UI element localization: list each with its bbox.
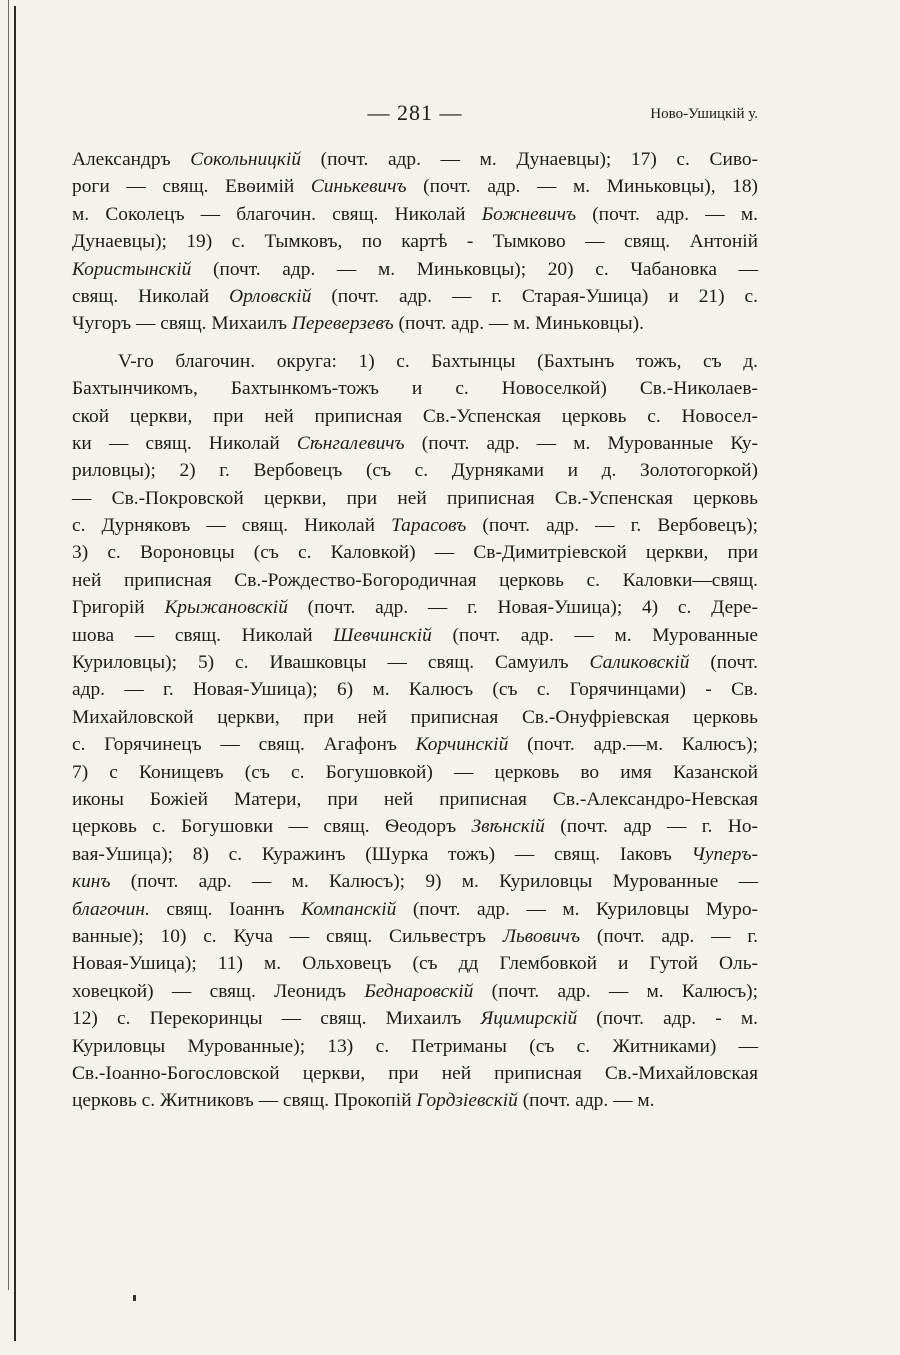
text-run: шова — свящ. Николай [72,624,334,646]
text-line [72,228,758,255]
italic-name: Орловскій [229,285,312,307]
text-run: риловцы); 2) г. Вербовецъ (съ с. Дурняками и д. Золотогоркой) [72,460,758,482]
italic-name: Сѣнгалевичъ [296,432,405,454]
page-number: — 281 — [367,100,463,125]
binding-edge-line [14,6,16,1341]
text-line [72,813,758,840]
italic-name: Божневичъ [481,203,577,225]
italic-name: Користынскій [72,258,192,280]
text-line [72,539,758,566]
text-run: (почт. [689,652,758,674]
italic-name: Саликовскій [589,652,690,674]
text-line [72,786,758,813]
text-run: церковь с. Богушовки — свящ. Ѳеодоръ [72,816,472,838]
text-run: ванные); 10) с. Куча — свящ. Сильвестръ [72,925,503,947]
italic-name: Сокольницкій [190,149,302,170]
text-run: (почт. адр. — м. Мурованные Ку- [404,432,759,454]
text-run: 12) с. Перекоринцы — свящ. Михаилъ [72,1008,481,1030]
text-run: Александръ [72,149,191,170]
text-line [72,512,758,539]
text-line [72,1087,758,1114]
text-line [72,430,758,457]
italic-name: кинъ [72,871,111,893]
binding-edge [8,0,9,1290]
text-line [72,622,758,649]
text-run: 7) с Конищевъ (съ с. Богушовкой) — церковь во имя Казанской [72,761,758,783]
text-run: ховецкой) — свящ. Леонидъ [72,980,365,1002]
italic-name: Синькевичъ [310,176,407,198]
text-run: 3) с. Вороновцы (съ с. Каловкой) — Св-Димитріевской церкви, при [72,542,758,564]
text-line [72,1005,758,1032]
text-run: свящ. Іоаннъ [149,898,302,920]
italic-name: Шевчинскій [333,624,432,646]
text-run: (почт. адр. — г. [580,925,758,947]
text-run: (почт. адр. — м. [576,203,758,225]
text-run: ской церкви, при ней приписная Св.-Успенская церковь с. Новосел- [72,405,758,427]
text-run: Куриловцы); 5) с. Ивашковцы — свящ. Самуилъ [72,652,590,674]
ink-speck [133,1295,136,1301]
italic-name: Крыжановскій [164,597,288,619]
text-run: свящ. Николай [72,285,230,307]
text-line [72,375,758,402]
text-line [72,950,758,977]
text-run: роги — свящ. Евѳимій [72,176,311,198]
text-run: церковь с. Житниковъ — свящ. Прокопій [72,1090,417,1112]
text-run: Куриловцы Мурованные); 13) с. Петриманы (съ с. Житниками) — [72,1035,758,1057]
text-run: адр. — г. Новая-Ушица); 6) м. Калюсъ (съ с. Горячинцами) - Св. [72,679,758,701]
text-line [72,567,758,594]
italic-name: Звѣнскій [471,816,545,838]
text-run: (почт. адр. — м. Миньковцы). [393,313,644,335]
text-run: V-го благочин. округа: 1) с. Бахтынцы (Бахтынъ тожъ, съ д. [118,350,758,372]
text-line [72,283,758,310]
paragraph [72,146,758,338]
text-run: (почт. адр — г. Но- [544,816,758,838]
text-run: (почт. адр. — м. Миньковцы), 18) [406,176,758,198]
italic-name: Львовичъ [502,925,581,947]
text-run: (почт. адр. — м. Дунаевцы); 17) с. Сиво- [301,149,758,170]
text-run: (почт. адр. — г. Новая-Ушица); 4) с. Дере- [287,597,758,619]
italic-name: Корчинскій [415,734,509,756]
text-run: (почт. адр. - м. [577,1008,759,1030]
text-line [72,457,758,484]
text-line [72,485,758,512]
text-line [72,759,758,786]
text-line [72,841,758,868]
text-run: ки — свящ. Николай [72,432,297,454]
text-run: м. Соколецъ — благочин. свящ. Николай [72,203,482,225]
text-line [72,594,758,621]
text-line [72,731,758,758]
text-line [72,146,758,173]
italic-name: Чуперъ- [691,843,758,865]
text-line [72,1060,758,1087]
text-line [72,173,758,200]
text-run: вая-Ушица); 8) с. Куражинъ (Шурка тожъ) — свящ. Іаковъ [72,843,692,865]
running-head: Ново-Ушицкій у. [650,106,758,122]
text-run: (почт. адр. — м. Калюсъ); 9) м. Куриловцы Мурованные — [110,871,758,893]
text-line [72,1033,758,1060]
text-run: (почт. адр. — г. Вербовецъ); [466,515,759,537]
text-line [72,896,758,923]
text-line [72,923,758,950]
text-run: (почт. адр. — м. [517,1090,655,1112]
italic-name: Беднаровскій [364,980,474,1002]
italic-name: Тарасовъ [391,515,467,537]
body-text [72,146,758,1115]
page-header [72,100,758,130]
text-run: Григорій [72,597,165,619]
text-run: Михайловской церкви, при ней приписная Св.-Онуфріевская церковь [72,706,758,728]
text-line [72,310,758,337]
text-line [72,348,758,375]
text-run: (почт. адр. — г. Старая-Ушица) и 21) с. [311,285,758,307]
text-line [72,676,758,703]
text-line [72,868,758,895]
text-line [72,201,758,228]
text-run: (почт. адр. — м. Куриловцы Муро- [396,898,758,920]
paragraph-gap [72,338,758,348]
italic-name: Переверзевъ [291,313,394,335]
italic-name: благочин. [72,898,150,920]
text-run: (почт. адр.—м. Калюсъ); [508,734,758,756]
text-run: (почт. адр. — м. Мурованные [431,624,758,646]
text-line [72,704,758,731]
text-line [72,978,758,1005]
text-run: (почт. адр. — м. Миньковцы); 20) с. Чабановка — [191,258,758,280]
text-run: (почт. адр. — м. Калюсъ); [473,980,758,1002]
italic-name: Компанскій [301,898,397,920]
text-run: Новая-Ушица); 11) м. Ольховецъ (съ дд Глембовкой и Гутой Оль- [72,953,758,975]
text-run: Св.-Іоанно-Богословской церкви, при ней приписная Св.-Михайловская [72,1062,758,1084]
text-run: ней приписная Св.-Рождество-Богородичная церковь с. Каловки—свящ. [72,569,758,591]
text-run: иконы Божіей Матери, при ней приписная Св.-Александро-Невская [72,788,758,810]
italic-name: Яцимирскій [480,1008,578,1030]
text-run: — Св.-Покровской церкви, при ней приписная Св.-Успенская церковь [72,487,758,509]
text-line [72,403,758,430]
paragraph [72,348,758,1115]
text-run: Бахтынчикомъ, Бахтынкомъ-тожъ и с. Новоселкой) Св.-Николаев- [72,378,758,400]
text-line [72,649,758,676]
text-run: с. Горячинецъ — свящ. Агафонъ [72,734,416,756]
text-run: Дунаевцы); 19) с. Тымковъ, по картѣ - Тымково — свящ. Антоній [72,231,758,253]
text-line [72,256,758,283]
text-run: Чугоръ — свящ. Михаилъ [72,313,292,335]
text-run: с. Дурняковъ — свящ. Николай [72,515,392,537]
italic-name: Гордзіевскій [416,1090,518,1112]
